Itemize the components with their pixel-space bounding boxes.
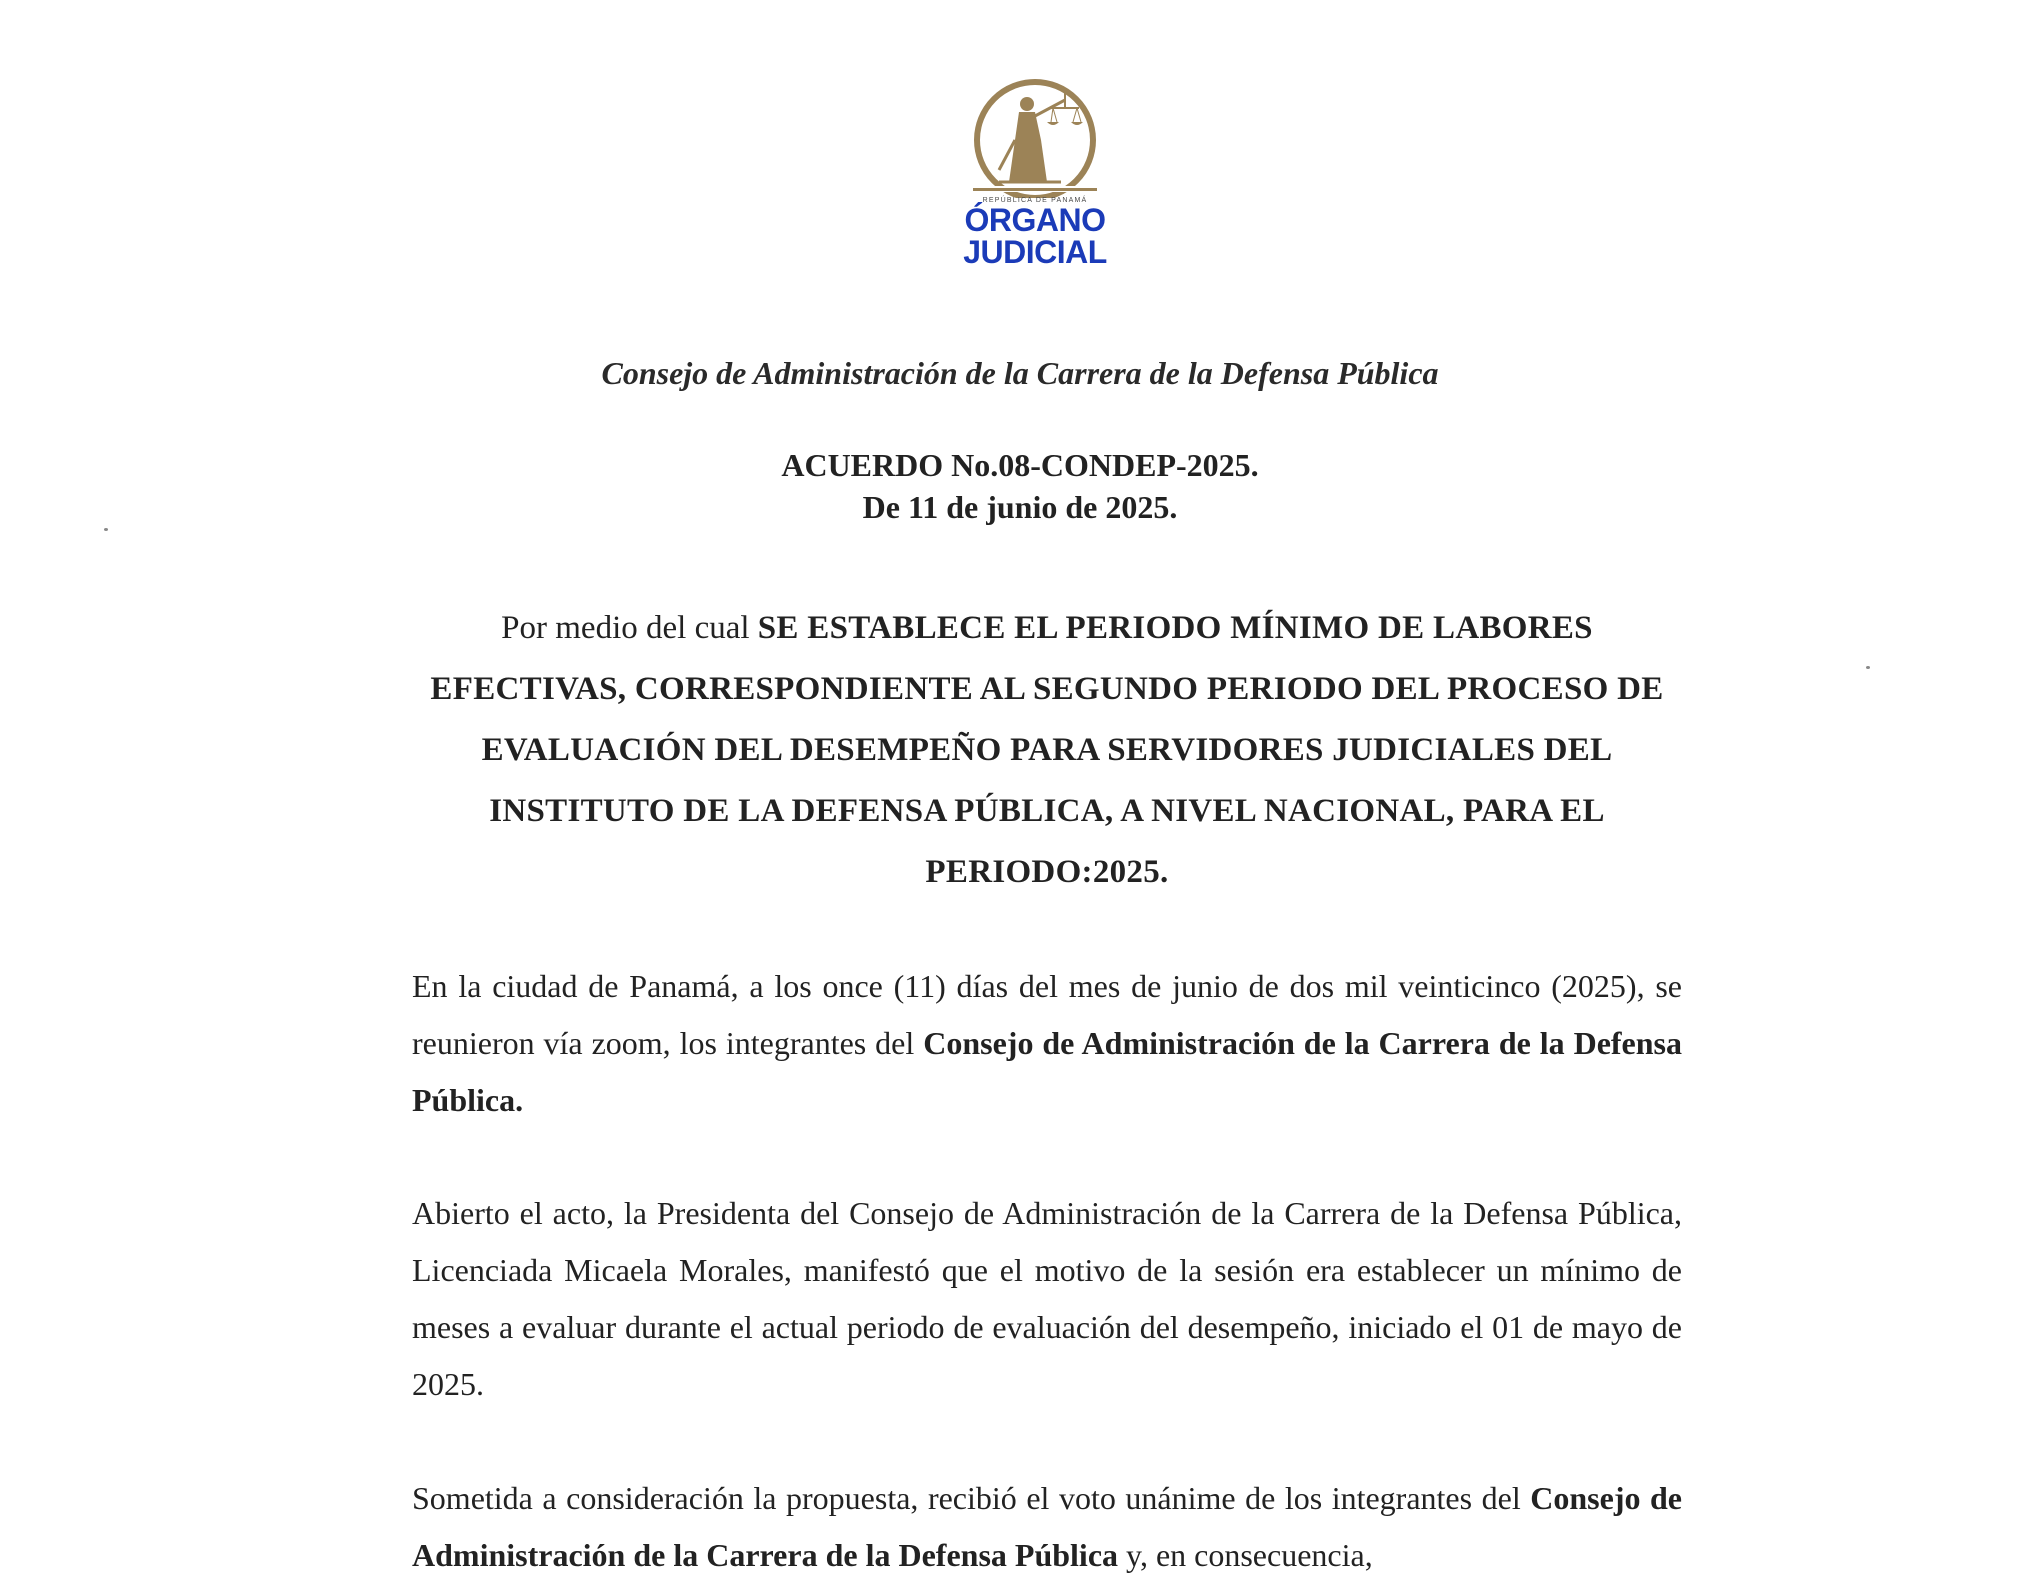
scan-speck — [104, 528, 108, 531]
paragraph-vote-tail: y, en consecuencia, — [1118, 1537, 1373, 1573]
agreement-block — [0, 444, 2040, 528]
subject-title: SE ESTABLECE EL PERIODO MÍNIMO DE LABORES EFECTIVAS, CORRESPONDIENTE AL SEGUNDO PERIODO DEL PROCESO DE EVALUACIÓN DEL DESEMPEÑO PARA SERVIDORES JUDICIALES DEL INSTITUTO DE LA DEFENSA PÚBLICA, A NIVEL NACIONAL, PARA EL PERIODO:2025. — [430, 610, 1664, 890]
justice-seal-icon — [969, 78, 1101, 198]
paragraph-vote-text: Sometida a consideración la propuesta, recibió el voto unánime de los integrantes del — [412, 1480, 1531, 1516]
subject-prefix: Por medio del cual — [501, 610, 758, 646]
council-heading: Consejo de Administración de la Carrera de la Defensa Pública — [601, 355, 1439, 391]
scan-speck — [1866, 666, 1870, 669]
agreement-number: ACUERDO No.08-CONDEP-2025. — [781, 447, 1259, 483]
paragraph-meeting-council: Consejo de Administración de la Carrera de la Defensa Pública. — [412, 1025, 1683, 1118]
agreement-date: De 11 de junio de 2025. — [862, 489, 1178, 525]
agreement-subject — [412, 598, 1682, 903]
paragraph-meeting — [412, 958, 1682, 1129]
paragraph-vote — [412, 1470, 1682, 1584]
organo-judicial-logo — [955, 78, 1115, 278]
logo-line-organo: ÓRGANO — [964, 202, 1106, 238]
paragraph-vote-council: Consejo de Administración de la Carrera de la Defensa Pública — [412, 1480, 1683, 1573]
republic-label: REPÚBLICA DE PANAMÁ — [982, 197, 1088, 204]
paragraph-opening-text: Abierto el acto, la Presidenta del Consejo de Administración de la Carrera de la Defensa Pública, Licenciada Micaela Morales, manifestó que el motivo de la sesión era establecer un mínimo de meses a evaluar durante el actual periodo de evaluación del desempeño, iniciado el 01 de mayo de 2025. — [412, 1195, 1682, 1402]
paragraph-opening — [412, 1185, 1682, 1413]
paragraph-meeting-text: En la ciudad de Panamá, a los once (11) días del mes de junio de dos mil veinticinco (2025), se reunieron vía zoom, los integrantes del — [412, 968, 1682, 1061]
logo-line-judicial: JUDICIAL — [963, 234, 1107, 270]
